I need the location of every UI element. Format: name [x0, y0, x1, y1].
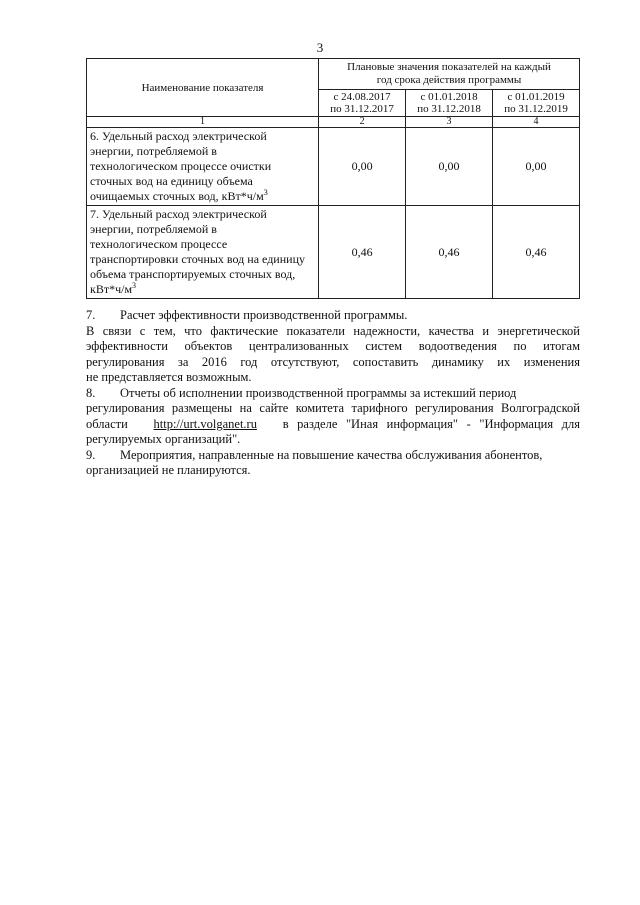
header-indicator-name: Наименование показателя [87, 59, 319, 117]
indicator-unit-text: кВт*ч/м [90, 282, 133, 296]
section-9-line: Мероприятия, направленные на повышение качества обслуживания абонентов, [120, 447, 543, 462]
period-2019 [493, 90, 580, 117]
indicator-value: 0,46 [406, 206, 493, 299]
document-body [86, 308, 580, 479]
column-number-row [87, 117, 580, 128]
indicator-name-line: технологическом процессе очистки [90, 159, 272, 173]
period-to: по 31.12.2017 [330, 103, 394, 115]
unit-superscript: 3 [132, 281, 137, 290]
section-8-line: регулируемых организаций". [86, 432, 241, 446]
indicator-name-line: 7. Удельный расход электрической [90, 207, 267, 221]
header-plan-line-1: Плановые значения показателей на каждый [347, 61, 551, 73]
period-to: по 31.12.2018 [417, 103, 481, 115]
period-to: по 31.12.2019 [504, 103, 568, 115]
page-number: 3 [316, 40, 324, 55]
period-from: с 24.08.2017 [333, 91, 391, 103]
section-8-prefix: области [86, 416, 128, 431]
period-from: с 01.01.2019 [507, 91, 565, 103]
column-number: 2 [319, 117, 406, 128]
indicator-name-line [90, 282, 315, 297]
indicator-name-line [90, 189, 315, 204]
indicator-value: 0,46 [319, 206, 406, 299]
table-header-row [87, 59, 580, 90]
section-number: 8. [86, 385, 96, 400]
header-plan-line-2: год срока действия программы [376, 74, 522, 86]
indicator-name-line: транспортировки сточных вод на единицу [90, 252, 305, 266]
table-row [87, 206, 580, 299]
indicator-name-6 [87, 128, 319, 206]
indicator-value: 0,00 [319, 128, 406, 206]
section-8-line: Отчеты об исполнении производственной программы за истекший период [120, 385, 517, 400]
indicator-unit-text: очищаемых сточных вод, кВт*ч/м [90, 189, 264, 203]
period-2017 [319, 90, 406, 117]
section-7-text-line: регулирования за 2016 год отсутствуют, сопоставить динамику их изменения [86, 354, 580, 369]
section-9-heading [86, 448, 580, 464]
column-number: 1 [87, 117, 319, 128]
section-8-line: регулирования размещены на сайте комитета тарифного регулирования Волгоградской [86, 401, 580, 415]
header-plan-values [319, 59, 580, 90]
section-number: 9. [86, 447, 96, 462]
indicator-name-line: технологическом процессе [90, 237, 228, 251]
section-7-heading [86, 308, 580, 324]
indicator-name-line: объема транспортируемых сточных вод, [90, 267, 296, 281]
indicator-value: 0,00 [406, 128, 493, 206]
indicator-name-line: энергии, потребляемой в [90, 144, 217, 158]
indicator-value: 0,00 [493, 128, 580, 206]
section-8-heading [86, 386, 580, 402]
indicators-table [86, 58, 580, 299]
section-7-text-line: не представляется возможным. [86, 370, 252, 384]
table-row [87, 128, 580, 206]
website-link[interactable]: http://urt.volganet.ru [153, 416, 257, 431]
unit-superscript: 3 [263, 188, 268, 197]
period-2018 [406, 90, 493, 117]
indicator-name-line: энергии, потребляемой в [90, 222, 217, 236]
indicator-value: 0,46 [493, 206, 580, 299]
section-8-line [86, 417, 580, 433]
column-number: 3 [406, 117, 493, 128]
indicator-name-line: 6. Удельный расход электрической [90, 129, 267, 143]
section-7-text-line: эффективности объектов централизованных систем водоотведения по итогам [86, 339, 580, 353]
section-8-suffix: в разделе "Иная информация" - "Информация для [282, 416, 580, 431]
period-from: с 01.01.2018 [420, 91, 478, 103]
section-title: Расчет эффективности производственной программы. [120, 308, 408, 322]
section-number: 7. [86, 308, 96, 322]
section-9-line: организацией не планируются. [86, 463, 251, 477]
section-7-text-line: В связи с тем, что фактические показатели надежности, качества и энергетической [86, 323, 580, 338]
indicator-name-7 [87, 206, 319, 299]
column-number: 4 [493, 117, 580, 128]
indicator-name-line: сточных вод на единицу объема [90, 174, 253, 188]
